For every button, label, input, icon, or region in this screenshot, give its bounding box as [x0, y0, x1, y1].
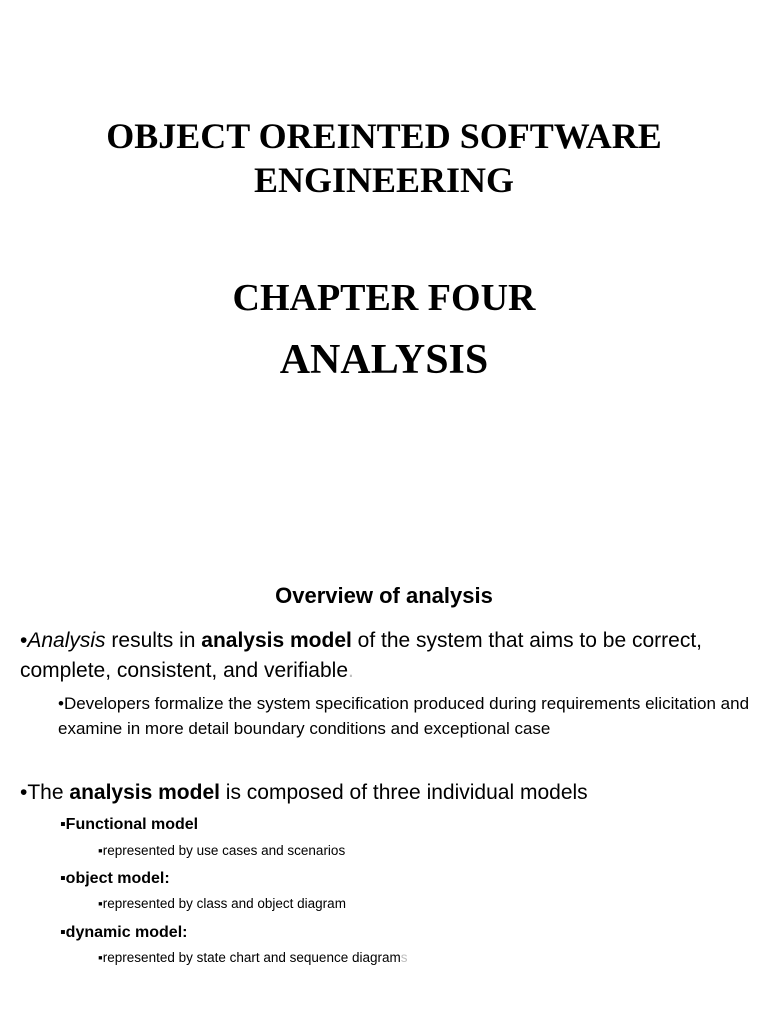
main-title [0, 114, 768, 202]
bullet-text: results in [105, 629, 202, 652]
analysis-model-term: analysis model [201, 629, 352, 652]
model-desc: ▪represented by class and object diagram [98, 896, 346, 911]
model-object: ▪object model: [60, 870, 170, 887]
model-desc-text: represented by state chart and sequence diagram [102, 950, 401, 965]
slide-heading: Overview of analysis [275, 583, 493, 608]
trailing-letter: s [400, 950, 408, 965]
bullet-analysis-model: •Analysis results in analysis model of the system that aims to be correct, complete, consistent, and verifiable. [20, 629, 702, 682]
model-functional: ▪Functional model [60, 816, 199, 833]
chapter-heading: CHAPTER FOUR [232, 277, 536, 319]
model-desc-text: represented by use cases and scenarios [102, 843, 346, 858]
model-desc: ▪represented by state chart and sequence diagrams [98, 950, 408, 965]
model-desc: ▪represented by use cases and scenarios [98, 843, 346, 858]
chapter-subject: ANALYSIS [279, 337, 489, 383]
model-desc-text: represented by class and object diagram [102, 896, 346, 911]
trailing-period: . [348, 659, 354, 682]
bullet-composition: •The analysis model is composed of three individual models [20, 781, 588, 804]
sub-bullet-developers: •Developers formalize the system specification produced during requirements elicitation and examine in more detail boundary conditions and exceptional case [58, 694, 750, 738]
bullet-text: The [27, 781, 70, 804]
model-name: Functional model [65, 816, 199, 833]
model-name: object model: [65, 870, 170, 887]
model-name: dynamic model: [65, 924, 188, 941]
content-slide [0, 512, 768, 1024]
title-line-1: OBJECT OREINTED SOFTWARE [106, 116, 662, 156]
model-dynamic: ▪dynamic model: [60, 924, 188, 941]
bullet-text: is composed of three individual models [219, 781, 588, 804]
bullet-text: of the system that aims to be correct, complete, consistent, and verifiable [20, 629, 702, 682]
title-line-2: ENGINEERING [253, 160, 515, 200]
analysis-term: Analysis [27, 629, 106, 652]
analysis-model-term: analysis model [69, 781, 220, 804]
